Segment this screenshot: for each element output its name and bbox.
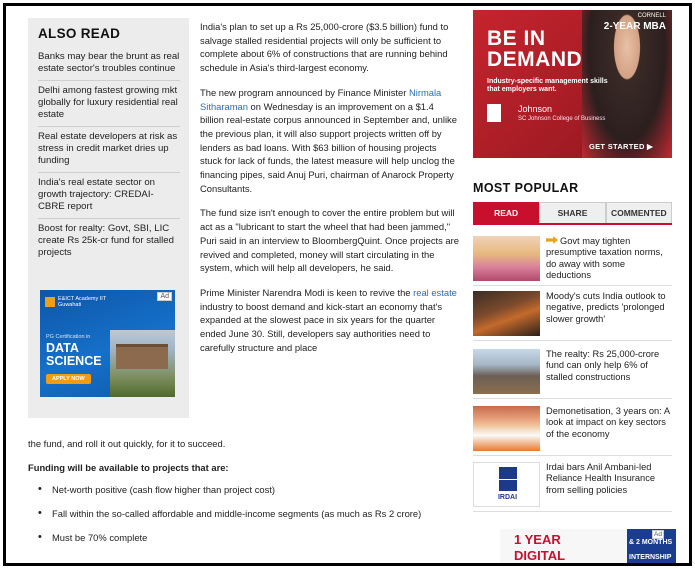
list-item-title: Govt may tighten presumptive taxation norms, do away with some deductions	[546, 236, 663, 281]
thumbnail-image	[473, 406, 540, 451]
article-body	[200, 20, 460, 365]
thumbnail-image	[473, 462, 540, 507]
irdai-logo-icon	[499, 467, 517, 491]
article-paragraph: India's plan to set up a Rs 25,000-crore ($3.5 billion) fund to salvage stalled residential projects will only be sufficient to complete about 6% of constructions that are running behind schedule in Asia's third-largest economy.	[200, 21, 449, 74]
article-paragraph: the fund, and roll it out quickly, for it to succeed.	[28, 438, 226, 449]
paragraph-text: on Wednesday is an improvement on a $1.4 billion real-estate corpus announced in September and, unlike the previous plan, it will also support projects written off by lenders as bad loans. With $63 billion of housing projects stuck for lack of funds, the latest measure will help unclog the financing pipes, said Anuj Puri, chairman of Anarock Property Consultants.	[200, 100, 457, 194]
article-paragraph	[200, 286, 460, 355]
thumbnail-image	[473, 349, 540, 394]
most-popular-heading: MOST POPULAR	[473, 181, 579, 195]
list-item-title: Irdai bars Anil Ambani-led Reliance Health Insurance from selling policies	[546, 462, 656, 495]
also-read-item[interactable]: Delhi among fastest growing mkt globally for luxury residential real estate	[38, 81, 180, 127]
mba-ad[interactable]	[473, 10, 672, 158]
most-popular-tabs	[473, 202, 672, 225]
cornell-seal-icon	[487, 104, 501, 122]
tab-read[interactable]: READ	[473, 202, 539, 223]
list-item: • Net-worth positive (cash flow higher than project cost)	[38, 483, 458, 497]
funding-heading: Funding will be available to projects that are:	[28, 461, 229, 473]
campus-image	[110, 330, 175, 397]
ad-johnson: Johnson	[518, 104, 553, 114]
ad-headline-line2: DEMAND	[487, 48, 583, 71]
also-read-heading: ALSO READ	[38, 26, 121, 41]
ad-title-line2: SCIENCE	[46, 354, 102, 368]
list-item[interactable]	[473, 462, 672, 512]
list-item-title: The realty: Rs 25,000-crore fund can only help 6% of stalled constructions	[546, 349, 660, 382]
page-frame	[3, 3, 692, 566]
ad-label: Ad	[157, 292, 172, 301]
also-read-item[interactable]: Boost for realty: Govt, SBI, LIC create Rs 25k-cr fund for stalled projects	[38, 223, 174, 258]
ad-months: & 2 MONTHS	[629, 539, 673, 546]
ad-internship: INTERNSHIP	[629, 554, 672, 561]
internship-ad[interactable]	[500, 529, 676, 566]
paragraph-text: industry to boost demand and kick-start an economy that's expanded at the slowest pace in six years for the quarter ended June 30. Still, developers say authorities need to carefully structure and place	[200, 300, 443, 353]
nirmala-sitharaman-link[interactable]: Nirmala Sitharaman	[200, 86, 442, 112]
apply-now-button[interactable]: APPLY NOW	[46, 374, 91, 384]
real-estate-link[interactable]: real estate	[413, 286, 457, 298]
ad-year-text: 2-YEAR MBA	[603, 21, 666, 32]
list-item: • Must be 70% complete	[38, 531, 458, 545]
ad-subtext: Industry-specific management skills that employers want.	[487, 78, 608, 93]
ad-cornell-text: CORNELL	[637, 13, 666, 19]
list-item-title: Moody's cuts India outlook to negative, predicts 'prolonged slower growth'	[546, 291, 666, 324]
article-paragraph: The fund size isn't enough to cover the entire problem but will act as a "lubricant to start the wheel that had been jammed," Puri said in an interview to BloombergQuint. Once projects are revived and completed, money will start circulating in the system, which will help all developers, he said.	[200, 207, 459, 274]
also-read-item[interactable]: India's real estate sector on growth trajectory: CREDAI-CBRE report	[38, 173, 180, 219]
also-read-item[interactable]: Banks may bear the brunt as real estate sector's troubles continue	[38, 47, 180, 81]
tab-commented[interactable]: COMMENTED	[606, 202, 672, 223]
academy-logo-icon	[45, 297, 55, 307]
ad-brand: E&ICT Academy IIT Guwahati	[58, 296, 107, 308]
ad-headline	[487, 28, 582, 70]
get-started-button[interactable]: GET STARTED ▶	[589, 142, 654, 151]
ad-cert-text: PG Certification in	[46, 334, 91, 340]
data-science-ad[interactable]	[40, 290, 175, 397]
paragraph-text: Prime Minister Narendra Modi is keen to revive the	[200, 286, 414, 298]
list-item-title: Demonetisation, 3 years on: A look at impact on key sectors of the economy	[546, 406, 670, 439]
tab-share[interactable]: SHARE	[539, 202, 605, 223]
most-popular-panel	[473, 181, 672, 501]
list-item[interactable]	[473, 406, 672, 456]
article-paragraph	[200, 86, 460, 196]
ad-title	[46, 342, 102, 368]
ad-line2: DIGITAL	[514, 548, 566, 563]
ad-line1: 1 YEAR	[514, 532, 561, 547]
ad-headline-line1: BE IN	[487, 27, 546, 50]
list-item-text	[546, 236, 672, 282]
paragraph-text: The new program announced by Finance Minister	[200, 86, 409, 98]
thumbnail-image	[473, 291, 540, 336]
also-read-panel	[28, 18, 189, 418]
list-item[interactable]	[473, 291, 672, 341]
ad-school: SC Johnson College of Business	[518, 116, 606, 122]
article-continuation	[28, 437, 458, 555]
funding-criteria-list	[28, 483, 458, 544]
arrow-right-icon	[546, 236, 558, 244]
ad-title-line1: DATA	[46, 341, 79, 355]
list-item[interactable]	[473, 349, 672, 399]
list-item: • Fall within the so-called affordable and middle-income segments (as much as Rs 2 crore)	[38, 507, 458, 521]
irdai-label: IRDAI	[497, 494, 518, 501]
thumbnail-image	[473, 236, 540, 281]
list-item[interactable]	[473, 236, 672, 286]
ad-label: Ad	[654, 531, 662, 538]
also-read-item[interactable]: Real estate developers at risk as stress in credit market dries up funding	[38, 127, 180, 173]
